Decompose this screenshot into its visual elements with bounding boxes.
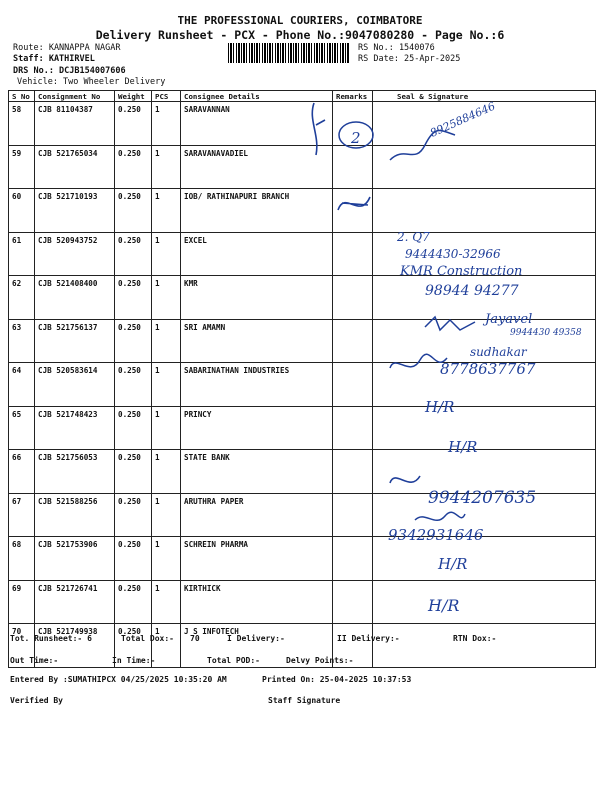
row-pcs: 1	[152, 276, 181, 320]
handwritten-hr-70: H/R	[428, 596, 460, 615]
handwritten-note-61a: 2. Q7	[397, 230, 430, 244]
handwritten-phone-64: 8778637767	[440, 360, 536, 378]
row-pcs: 1	[152, 493, 181, 537]
row-consignee: IOB/ RATHINAPURI BRANCH	[181, 189, 333, 233]
table-row	[9, 450, 596, 494]
row-pcs: 1	[152, 363, 181, 407]
handwritten-company-62: KMR Construction	[400, 264, 523, 279]
in-time: In Time:-	[112, 656, 156, 665]
row-sno: 61	[9, 232, 35, 276]
entered-by: Entered By :SUMATHIPCX 04/25/2025 10:35:20 AM	[10, 675, 227, 684]
ii-delivery: II Delivery:-	[337, 634, 400, 643]
signature-scribble-5	[385, 468, 425, 493]
row-consignee: SARAVANNAN	[181, 102, 333, 146]
handwritten-hr-69: H/R	[438, 555, 468, 573]
col-remarks: Remarks	[333, 91, 373, 102]
row-weight: 0.250	[115, 102, 152, 146]
table-row	[9, 537, 596, 581]
row-weight: 0.250	[115, 145, 152, 189]
row-remarks	[333, 450, 373, 494]
handwritten-phone-67: 9944207635	[428, 488, 537, 508]
col-signature: Seal & Signature	[373, 91, 596, 102]
row-consignment: CJB 521765034	[35, 145, 115, 189]
row-sno: 66	[9, 450, 35, 494]
tot-runsheet: Tot. Runsheet:- 6	[10, 634, 92, 643]
row-consignment: CJB 520943752	[35, 232, 115, 276]
row-sno: 68	[9, 537, 35, 581]
row-weight: 0.250	[115, 189, 152, 233]
row-consignee: PRINCY	[181, 406, 333, 450]
row-weight: 0.250	[115, 493, 152, 537]
row-sno: 69	[9, 580, 35, 624]
row-weight: 0.250	[115, 363, 152, 407]
row-sno: 64	[9, 363, 35, 407]
handwritten-phone-62: 98944 94277	[425, 283, 519, 299]
handwritten-phone-58: 8925884646	[428, 99, 498, 140]
row-consignee: SRI AMAMN	[181, 319, 333, 363]
row-consignee: SCHREIN PHARMA	[181, 537, 333, 581]
row-sno: 62	[9, 276, 35, 320]
row-consignee: EXCEL	[181, 232, 333, 276]
row-remarks	[333, 232, 373, 276]
row-signature	[373, 624, 596, 668]
row-pcs: 1	[152, 145, 181, 189]
row-pcs: 1	[152, 189, 181, 233]
signature-scribble-3	[420, 312, 480, 337]
route-label: Route: KANNAPPA NAGAR	[13, 43, 121, 53]
rs-number: RS No.: 1540076	[358, 43, 435, 53]
row-pcs: 1	[152, 406, 181, 450]
row-remarks	[333, 580, 373, 624]
row-consignment: CJB 521756137	[35, 319, 115, 363]
col-consignee: Consignee Details	[181, 91, 333, 102]
row-consignment: CJB 521408400	[35, 276, 115, 320]
row-consignment: CJB 521756053	[35, 450, 115, 494]
row-sno: 59	[9, 145, 35, 189]
row-consignment: CJB 520583614	[35, 363, 115, 407]
drs-label: DRS No.: DCJB154007606	[13, 66, 126, 76]
row-pcs: 1	[152, 580, 181, 624]
row-consignment: CJB 521726741	[35, 580, 115, 624]
row-consignment: CJB 521748423	[35, 406, 115, 450]
table-row	[9, 580, 596, 624]
col-pcs: PCS	[152, 91, 181, 102]
vehicle-label: Vehicle: Two Wheeler Delivery	[17, 77, 166, 87]
runsheet-table	[8, 90, 596, 668]
rtn-dox: RTN Dox:-	[453, 634, 497, 643]
row-remarks	[333, 537, 373, 581]
verified-by: Verified By	[10, 696, 63, 705]
row-sno: 63	[9, 319, 35, 363]
col-sno: S No	[9, 91, 35, 102]
col-weight: Weight	[115, 91, 152, 102]
row-weight: 0.250	[115, 624, 152, 668]
row-weight: 0.250	[115, 537, 152, 581]
row-consignee: SARAVANAVADIEL	[181, 145, 333, 189]
row-pcs: 1	[152, 624, 181, 668]
col-consignment: Consignment No	[35, 91, 115, 102]
row-remarks	[333, 319, 373, 363]
row-remarks	[333, 493, 373, 537]
staff-signature: Staff Signature	[268, 696, 341, 705]
row-consignment: CJB 521710193	[35, 189, 115, 233]
row-sno: 60	[9, 189, 35, 233]
company-title: THE PROFESSIONAL COURIERS, COIMBATORE	[177, 14, 423, 27]
row-weight: 0.250	[115, 232, 152, 276]
row-pcs: 1	[152, 537, 181, 581]
row-sno: 65	[9, 406, 35, 450]
total-dox-label: Total Dox:-	[121, 634, 174, 643]
row-pcs: 1	[152, 102, 181, 146]
row-weight: 0.250	[115, 450, 152, 494]
handwritten-phone-68: 9342931646	[388, 526, 484, 544]
handwritten-phone-61: 9444430-32966	[405, 247, 501, 261]
handwritten-name-63: Jayavel	[485, 312, 533, 327]
row-pcs: 1	[152, 319, 181, 363]
row-signature	[373, 189, 596, 233]
handwritten-circled-count: 2	[351, 129, 361, 147]
row-consignee: KMR	[181, 276, 333, 320]
row-consignee: SABARINATHAN INDUSTRIES	[181, 363, 333, 407]
rs-date: RS Date: 25-Apr-2025	[358, 54, 461, 64]
row-weight: 0.250	[115, 319, 152, 363]
total-pod: Total POD:-	[207, 656, 260, 665]
row-sno: 67	[9, 493, 35, 537]
row-pcs: 1	[152, 232, 181, 276]
signature-scribble-2	[330, 185, 380, 225]
row-weight: 0.250	[115, 580, 152, 624]
row-consignment: CJB 521588256	[35, 493, 115, 537]
barcode	[228, 43, 350, 63]
table-row	[9, 189, 596, 233]
handwritten-hr-65: H/R	[425, 398, 455, 416]
printed-on: Printed On: 25-04-2025 10:37:53	[262, 675, 412, 684]
row-signature	[373, 580, 596, 624]
row-consignment: CJB 81104387	[35, 102, 115, 146]
row-consignee: J S INFOTECH	[181, 624, 333, 668]
row-weight: 0.250	[115, 406, 152, 450]
row-pcs: 1	[152, 450, 181, 494]
row-sno: 58	[9, 102, 35, 146]
delvy-points: Delvy Points:-	[286, 656, 354, 665]
row-signature	[373, 406, 596, 450]
row-consignment: CJB 521753906	[35, 537, 115, 581]
total-dox-value: 70	[190, 634, 200, 643]
row-consignee: ARUTHRA PAPER	[181, 493, 333, 537]
handwritten-marks	[300, 95, 390, 175]
row-remarks	[333, 276, 373, 320]
handwritten-name-64: sudhakar	[470, 345, 527, 359]
row-remarks	[333, 406, 373, 450]
handwritten-hr-66: H/R	[448, 438, 478, 456]
handwritten-phone-63: 9944430 49358	[510, 328, 582, 338]
runsheet-subtitle: Delivery Runsheet - PCX - Phone No.:9047080280 - Page No.:6	[95, 28, 505, 42]
i-delivery: I Delivery:-	[227, 634, 285, 643]
row-consignee: KIRTHICK	[181, 580, 333, 624]
table-row	[9, 406, 596, 450]
row-consignee: STATE BANK	[181, 450, 333, 494]
row-sno: 70	[9, 624, 35, 668]
row-consignment: CJB 521749938	[35, 624, 115, 668]
row-remarks	[333, 363, 373, 407]
row-weight: 0.250	[115, 276, 152, 320]
staff-label: Staff: KATHIRVEL	[13, 54, 95, 64]
out-time: Out Time:-	[10, 656, 59, 665]
